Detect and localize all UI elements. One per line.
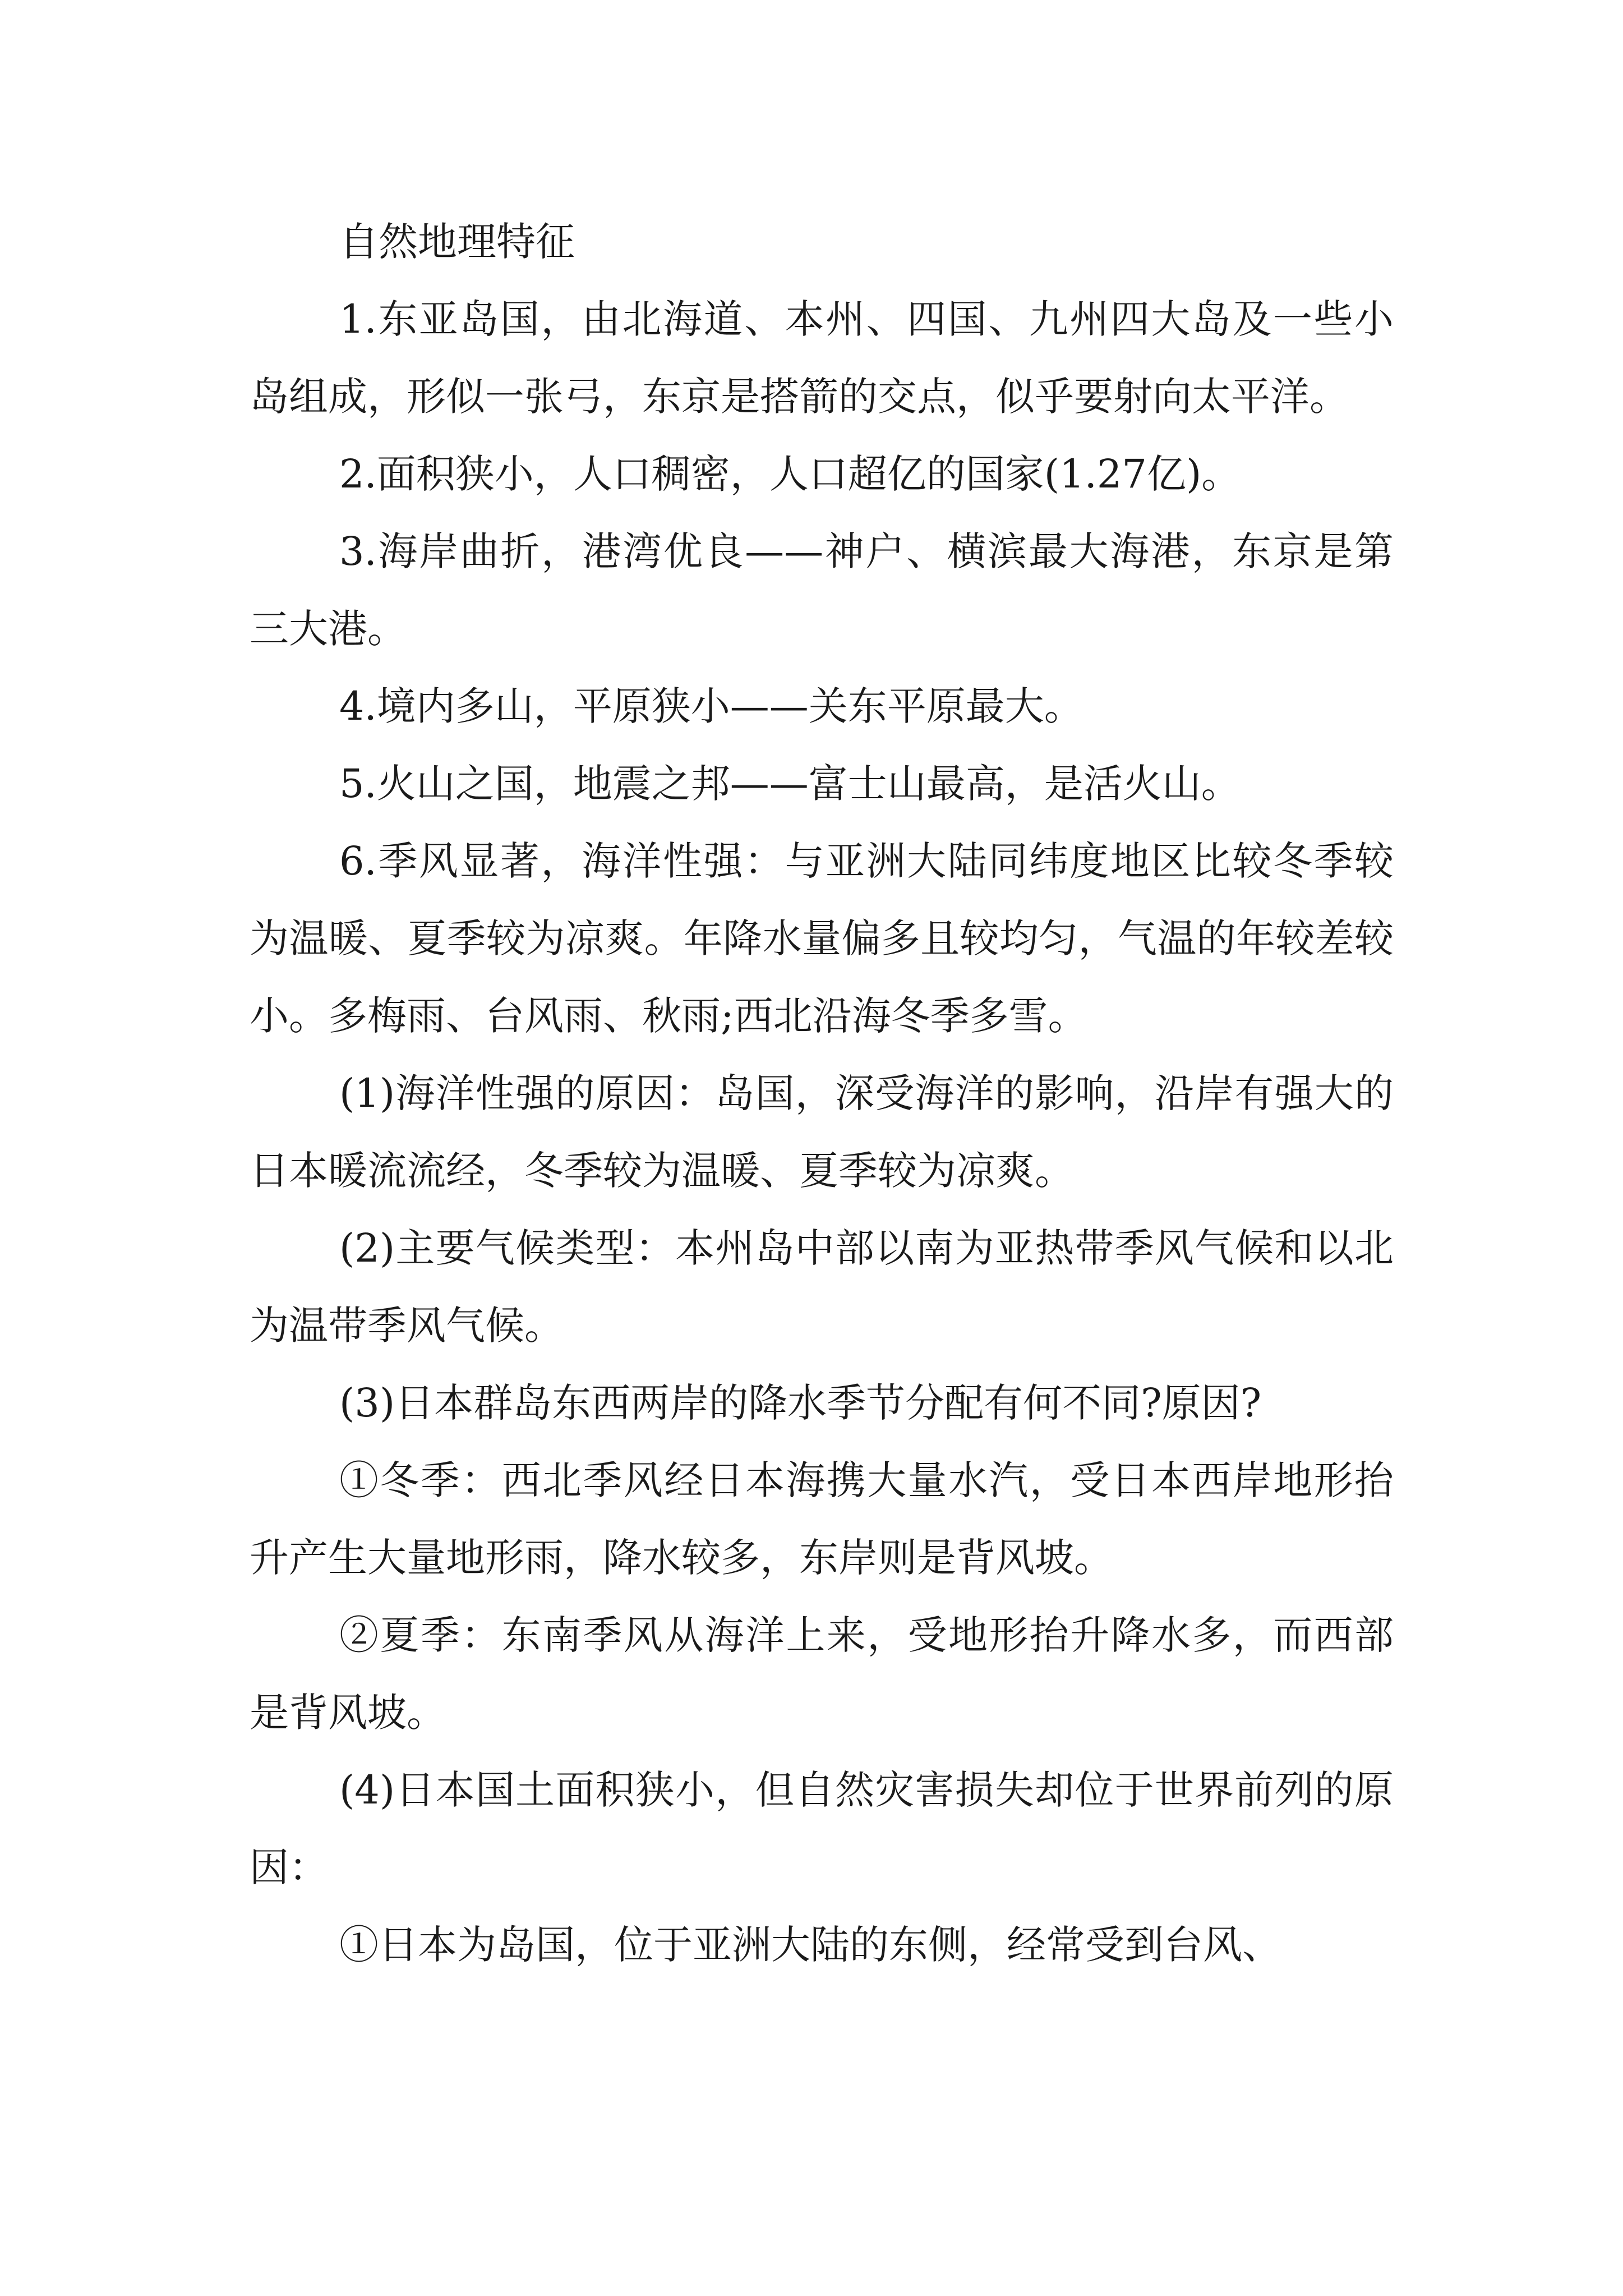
paragraph-6-4: (4)日本国土面积狭小，但自然灾害损失却位于世界前列的原因： [250, 1767, 1394, 1890]
paragraph-5: 5.火山之国，地震之邦——富士山最高，是活火山。 [339, 761, 1241, 807]
paragraph-4: 4.境内多山，平原狭小——关东平原最大。 [339, 683, 1083, 729]
section-title: 自然地理特征 [339, 219, 575, 265]
paragraph-6: 6.季风显著，海洋性强：与亚洲大陆同纬度地区比较冬季较为温暖、夏季较为凉爽。年降水量偏多且较均匀，气温的年较差较小。多梅雨、台风雨、秋雨;西北沿海冬季多雪。 [250, 838, 1394, 1039]
paragraph-1: 1.东亚岛国，由北海道、本州、四国、九州四大岛及一些小岛组成，形似一张弓，东京是搭箭的交点，似乎要射向太平洋。 [250, 296, 1394, 420]
paragraph-6-3-a: ①冬季：西北季风经日本海携大量水汽，受日本西岸地形抬升产生大量地形雨，降水较多，东岸则是背风坡。 [250, 1457, 1394, 1581]
document-body [250, 203, 1394, 1984]
paragraph-6-4-a: ①日本为岛国，位于亚洲大陆的东侧，经常受到台风、 [339, 1922, 1281, 1968]
paragraph-2: 2.面积狭小，人口稠密，人口超亿的国家(1.27亿)。 [339, 451, 1241, 497]
paragraph-6-3-b: ②夏季：东南季风从海洋上来，受地形抬升降水多，而西部是背风坡。 [250, 1612, 1394, 1736]
paragraph-6-3: (3)日本群岛东西两岸的降水季节分配有何不同?原因? [339, 1380, 1262, 1426]
paragraph-6-2: (2)主要气候类型：本州岛中部以南为亚热带季风气候和以北为温带季风气候。 [250, 1225, 1394, 1349]
paragraph-6-1: (1)海洋性强的原因：岛国，深受海洋的影响，沿岸有强大的日本暖流流经，冬季较为温暖、夏季较为凉爽。 [250, 1070, 1394, 1194]
paragraph-3: 3.海岸曲折，港湾优良——神户、横滨最大海港，东京是第三大港。 [250, 528, 1394, 652]
